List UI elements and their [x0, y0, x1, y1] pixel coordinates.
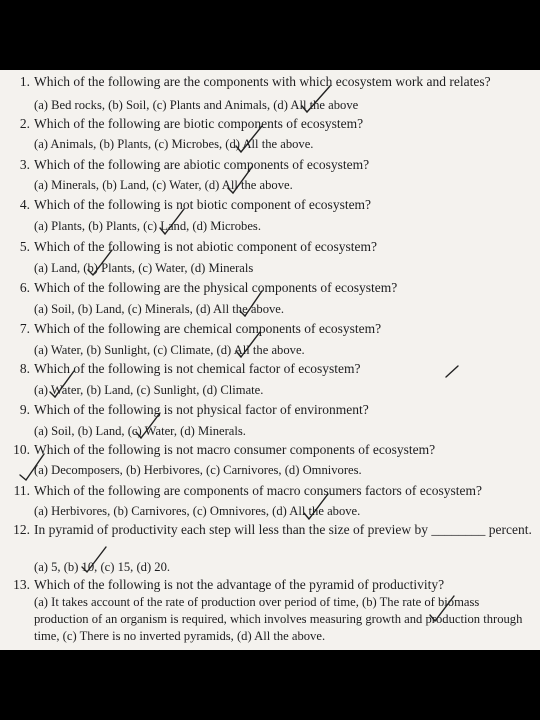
- question-number: 4.: [19, 197, 30, 212]
- question-options: (a) Water, (b) Sunlight, (c) Climate, (d) All the above.: [34, 343, 305, 357]
- question-options: (a) Decomposers, (b) Herbivores, (c) Carnivores, (d) Omnivores.: [34, 463, 362, 477]
- question-text: Which of the following are biotic components of ecosystem?: [34, 116, 364, 131]
- question-text: Which of the following are the components with which ecosystem work and relates?: [34, 74, 491, 89]
- question-text: Which of the following is not the advantage of the pyramid of productivity?: [34, 577, 445, 592]
- question-number: 2.: [19, 116, 30, 131]
- question-number: 13.: [13, 577, 30, 592]
- question-text: Which of the following is not abiotic component of ecosystem?: [34, 239, 378, 254]
- question-options: (a) Soil, (b) Land, (c) Minerals, (d) All the above.: [34, 302, 285, 316]
- question-options: (a) Animals, (b) Plants, (c) Microbes, (d) All the above.: [34, 137, 314, 151]
- question-text: Which of the following is not biotic component of ecosystem?: [34, 197, 372, 212]
- question-options: (a) Minerals, (b) Land, (c) Water, (d) All the above.: [34, 178, 293, 192]
- question-options: (a) It takes account of the rate of production over period of time, (b) The rate of biomass production of an organism is required, which involves measuring growth and production through time, (c) There is no inverted pyramids, (d) All the above.: [34, 595, 523, 643]
- question-options: (a) Plants, (b) Plants, (c) Land, (d) Microbes.: [34, 219, 261, 233]
- question-number: 8.: [19, 361, 30, 376]
- question-text: Which of the following are components of macro consumers factors of ecosystem?: [34, 483, 482, 498]
- question-text: Which of the following is not physical factor of environment?: [34, 402, 369, 417]
- question-options: (a) 5, (b) 10, (c) 15, (d) 20.: [34, 560, 171, 574]
- question-number: 3.: [19, 157, 30, 172]
- question-text: Which of the following are the physical components of ecosystem?: [34, 280, 398, 295]
- question-options: (a) Land, (b) Plants, (c) Water, (d) Minerals: [34, 261, 254, 275]
- question-options: (a) Water, (b) Land, (c) Sunlight, (d) Climate.: [34, 383, 264, 397]
- question-number: 10.: [13, 442, 30, 457]
- question-options: (a) Bed rocks, (b) Soil, (c) Plants and Animals, (d) All the above: [34, 98, 359, 112]
- question-number: 11.: [13, 483, 30, 498]
- question-number: 12.: [13, 522, 30, 537]
- question-text: In pyramid of productivity each step will less than the size of preview by ________ percent.: [34, 522, 532, 537]
- question-options: (a) Herbivores, (b) Carnivores, (c) Omnivores, (d) All the above.: [34, 504, 361, 518]
- question-number: 1.: [19, 74, 30, 89]
- question-text: Which of the following is not chemical factor of ecosystem?: [34, 361, 361, 376]
- question-number: 9.: [19, 402, 30, 417]
- question-number: 7.: [19, 321, 30, 336]
- question-text: Which of the following are chemical components of ecosystem?: [34, 321, 382, 336]
- question-options: (a) Soil, (b) Land, (c) Water, (d) Minerals.: [34, 424, 246, 438]
- question-sheet: [0, 70, 540, 650]
- question-number: 5.: [19, 239, 30, 254]
- question-text: Which of the following is not macro consumer components of ecosystem?: [34, 442, 436, 457]
- question-number: 6.: [19, 280, 30, 295]
- question-text: Which of the following are abiotic components of ecosystem?: [34, 157, 370, 172]
